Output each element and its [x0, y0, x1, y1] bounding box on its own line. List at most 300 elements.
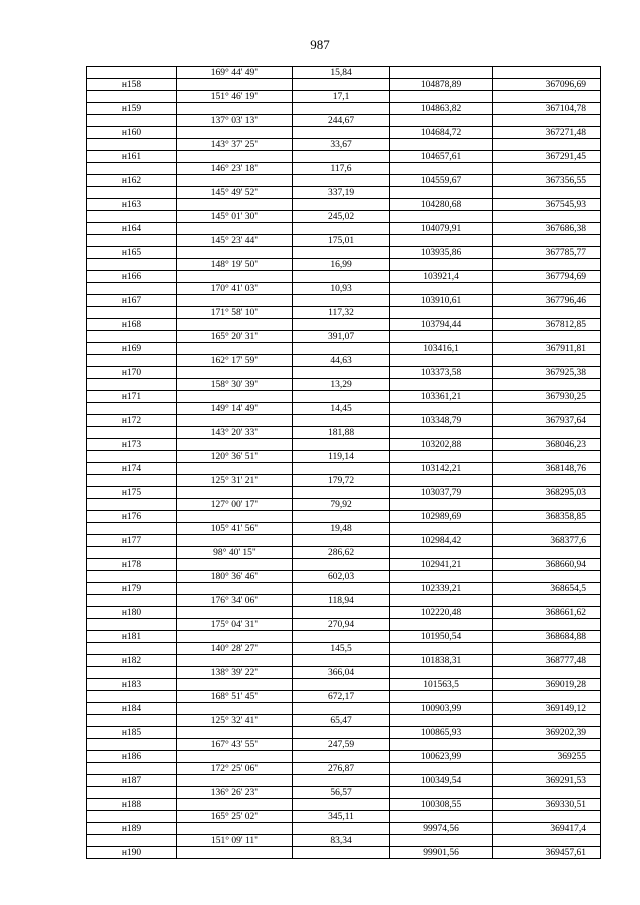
length-cell: 366,04 — [293, 667, 390, 679]
angle-cell: 105° 41' 56" — [177, 523, 293, 535]
x-cell: 104079,91 — [390, 223, 493, 235]
point-cell — [87, 403, 177, 415]
x-cell: 104280,68 — [390, 199, 493, 211]
point-row — [87, 175, 601, 187]
angle-cell: 162° 17' 59" — [177, 355, 293, 367]
length-cell: 118,94 — [293, 595, 390, 607]
x-cell — [390, 835, 493, 847]
y-cell: 367925,38 — [493, 367, 601, 379]
segment-row — [87, 307, 601, 319]
length-cell: 179,72 — [293, 475, 390, 487]
x-cell: 103921,4 — [390, 271, 493, 283]
y-cell: 369457,61 — [493, 847, 601, 859]
point-cell: н169 — [87, 343, 177, 355]
y-cell — [493, 187, 601, 199]
length-cell: 56,57 — [293, 787, 390, 799]
length-cell: 83,34 — [293, 835, 390, 847]
point-cell: н175 — [87, 487, 177, 499]
point-cell — [87, 595, 177, 607]
y-cell: 369417,4 — [493, 823, 601, 835]
point-row — [87, 367, 601, 379]
y-cell: 367785,77 — [493, 247, 601, 259]
angle-cell: 98° 40' 15" — [177, 547, 293, 559]
x-cell: 103910,61 — [390, 295, 493, 307]
length-cell: 44,63 — [293, 355, 390, 367]
angle-cell — [177, 103, 293, 115]
length-cell: 672,17 — [293, 691, 390, 703]
length-cell — [293, 103, 390, 115]
x-cell: 103361,21 — [390, 391, 493, 403]
segment-row — [87, 235, 601, 247]
x-cell — [390, 283, 493, 295]
point-cell — [87, 763, 177, 775]
length-cell: 276,87 — [293, 763, 390, 775]
point-cell: н181 — [87, 631, 177, 643]
point-cell: н185 — [87, 727, 177, 739]
x-cell — [390, 595, 493, 607]
length-cell: 15,84 — [293, 67, 390, 79]
point-cell: н166 — [87, 271, 177, 283]
x-cell: 102220,48 — [390, 607, 493, 619]
x-cell: 103794,44 — [390, 319, 493, 331]
x-cell: 104559,67 — [390, 175, 493, 187]
angle-cell: 125° 32' 41" — [177, 715, 293, 727]
angle-cell: 169° 44' 49" — [177, 67, 293, 79]
x-cell: 104657,61 — [390, 151, 493, 163]
y-cell: 369149,12 — [493, 703, 601, 715]
x-cell — [390, 571, 493, 583]
point-row — [87, 799, 601, 811]
segment-row — [87, 91, 601, 103]
y-cell — [493, 283, 601, 295]
angle-cell: 146° 23' 18" — [177, 163, 293, 175]
length-cell: 16,99 — [293, 259, 390, 271]
page-number: 987 — [310, 37, 330, 52]
length-cell — [293, 175, 390, 187]
x-cell: 103348,79 — [390, 415, 493, 427]
length-cell — [293, 775, 390, 787]
y-cell — [493, 739, 601, 751]
point-cell: н167 — [87, 295, 177, 307]
x-cell: 102989,69 — [390, 511, 493, 523]
point-cell — [87, 547, 177, 559]
y-cell: 368684,88 — [493, 631, 601, 643]
angle-cell — [177, 175, 293, 187]
angle-cell — [177, 343, 293, 355]
y-cell: 367356,55 — [493, 175, 601, 187]
segment-row — [87, 547, 601, 559]
point-cell — [87, 283, 177, 295]
angle-cell: 127° 00' 17" — [177, 499, 293, 511]
length-cell: 145,5 — [293, 643, 390, 655]
angle-cell: 168° 51' 45" — [177, 691, 293, 703]
point-cell — [87, 475, 177, 487]
point-cell: н173 — [87, 439, 177, 451]
point-cell — [87, 715, 177, 727]
point-cell: н187 — [87, 775, 177, 787]
x-cell: 102941,21 — [390, 559, 493, 571]
point-row — [87, 583, 601, 595]
y-cell: 368377,6 — [493, 535, 601, 547]
angle-cell — [177, 679, 293, 691]
point-row — [87, 391, 601, 403]
y-cell — [493, 403, 601, 415]
angle-cell — [177, 247, 293, 259]
x-cell: 103037,79 — [390, 487, 493, 499]
segment-row — [87, 523, 601, 535]
x-cell: 103416,1 — [390, 343, 493, 355]
angle-cell: 171° 58' 10" — [177, 307, 293, 319]
x-cell: 100903,99 — [390, 703, 493, 715]
point-row — [87, 679, 601, 691]
point-row — [87, 751, 601, 763]
x-cell: 101838,31 — [390, 655, 493, 667]
point-cell — [87, 619, 177, 631]
length-cell — [293, 343, 390, 355]
length-cell — [293, 319, 390, 331]
y-cell: 367096,69 — [493, 79, 601, 91]
angle-cell: 143° 20' 33" — [177, 427, 293, 439]
length-cell — [293, 679, 390, 691]
x-cell: 103935,86 — [390, 247, 493, 259]
length-cell — [293, 823, 390, 835]
point-cell: н161 — [87, 151, 177, 163]
segment-row — [87, 331, 601, 343]
segment-row — [87, 115, 601, 127]
x-cell — [390, 115, 493, 127]
x-cell: 104878,89 — [390, 79, 493, 91]
length-cell — [293, 127, 390, 139]
y-cell: 367291,45 — [493, 151, 601, 163]
x-cell: 103373,58 — [390, 367, 493, 379]
point-row — [87, 247, 601, 259]
point-cell: н176 — [87, 511, 177, 523]
length-cell: 117,6 — [293, 163, 390, 175]
angle-cell: 125° 31' 21" — [177, 475, 293, 487]
point-cell — [87, 115, 177, 127]
x-cell — [390, 811, 493, 823]
point-row — [87, 727, 601, 739]
y-cell: 369255 — [493, 751, 601, 763]
point-row — [87, 199, 601, 211]
y-cell: 368654,5 — [493, 583, 601, 595]
y-cell — [493, 427, 601, 439]
angle-cell — [177, 583, 293, 595]
x-cell — [390, 211, 493, 223]
y-cell: 368046,23 — [493, 439, 601, 451]
point-row — [87, 607, 601, 619]
point-row — [87, 655, 601, 667]
point-cell — [87, 355, 177, 367]
point-cell: н163 — [87, 199, 177, 211]
point-cell: н165 — [87, 247, 177, 259]
angle-cell: 138° 39' 22" — [177, 667, 293, 679]
x-cell — [390, 259, 493, 271]
length-cell — [293, 511, 390, 523]
x-cell: 100865,93 — [390, 727, 493, 739]
x-cell — [390, 787, 493, 799]
length-cell: 65,47 — [293, 715, 390, 727]
angle-cell: 145° 01' 30" — [177, 211, 293, 223]
y-cell — [493, 547, 601, 559]
point-cell: н164 — [87, 223, 177, 235]
x-cell — [390, 451, 493, 463]
angle-cell: 136° 26' 23" — [177, 787, 293, 799]
point-cell: н180 — [87, 607, 177, 619]
y-cell: 367794,69 — [493, 271, 601, 283]
x-cell — [390, 379, 493, 391]
y-cell — [493, 715, 601, 727]
point-cell: н183 — [87, 679, 177, 691]
point-cell — [87, 835, 177, 847]
x-cell — [390, 475, 493, 487]
length-cell: 345,11 — [293, 811, 390, 823]
y-cell: 367104,78 — [493, 103, 601, 115]
point-cell — [87, 691, 177, 703]
segment-row — [87, 811, 601, 823]
point-row — [87, 463, 601, 475]
x-cell: 99974,56 — [390, 823, 493, 835]
angle-cell — [177, 199, 293, 211]
y-cell — [493, 115, 601, 127]
point-cell: н184 — [87, 703, 177, 715]
x-cell: 101950,54 — [390, 631, 493, 643]
point-row — [87, 79, 601, 91]
y-cell: 368295,03 — [493, 487, 601, 499]
y-cell — [493, 139, 601, 151]
y-cell — [493, 763, 601, 775]
segment-row — [87, 187, 601, 199]
angle-cell — [177, 271, 293, 283]
point-row — [87, 103, 601, 115]
x-cell — [390, 619, 493, 631]
angle-cell — [177, 79, 293, 91]
x-cell: 99901,56 — [390, 847, 493, 859]
y-cell: 368660,94 — [493, 559, 601, 571]
length-cell: 181,88 — [293, 427, 390, 439]
length-cell — [293, 799, 390, 811]
segment-row — [87, 595, 601, 607]
angle-cell: 140° 28' 27" — [177, 643, 293, 655]
y-cell: 367686,38 — [493, 223, 601, 235]
segment-row — [87, 787, 601, 799]
angle-cell — [177, 703, 293, 715]
length-cell — [293, 655, 390, 667]
point-cell — [87, 307, 177, 319]
segment-row — [87, 379, 601, 391]
length-cell — [293, 367, 390, 379]
point-cell — [87, 163, 177, 175]
angle-cell — [177, 415, 293, 427]
segment-row — [87, 571, 601, 583]
y-cell: 367545,93 — [493, 199, 601, 211]
x-cell — [390, 235, 493, 247]
x-cell — [390, 643, 493, 655]
angle-cell — [177, 391, 293, 403]
angle-cell: 148° 19' 50" — [177, 259, 293, 271]
point-cell: н170 — [87, 367, 177, 379]
length-cell — [293, 751, 390, 763]
point-row — [87, 343, 601, 355]
point-row — [87, 511, 601, 523]
x-cell: 104684,72 — [390, 127, 493, 139]
angle-cell — [177, 847, 293, 859]
point-cell: н160 — [87, 127, 177, 139]
y-cell — [493, 67, 601, 79]
angle-cell — [177, 655, 293, 667]
length-cell — [293, 271, 390, 283]
length-cell: 19,48 — [293, 523, 390, 535]
point-cell — [87, 523, 177, 535]
y-cell: 369202,39 — [493, 727, 601, 739]
segment-row — [87, 211, 601, 223]
x-cell — [390, 667, 493, 679]
y-cell — [493, 571, 601, 583]
y-cell — [493, 499, 601, 511]
point-cell: н159 — [87, 103, 177, 115]
segment-row — [87, 715, 601, 727]
length-cell: 14,45 — [293, 403, 390, 415]
length-cell: 391,07 — [293, 331, 390, 343]
y-cell — [493, 379, 601, 391]
angle-cell — [177, 367, 293, 379]
length-cell — [293, 295, 390, 307]
length-cell: 247,59 — [293, 739, 390, 751]
length-cell: 337,19 — [293, 187, 390, 199]
length-cell — [293, 79, 390, 91]
length-cell — [293, 463, 390, 475]
point-cell: н177 — [87, 535, 177, 547]
point-cell — [87, 139, 177, 151]
x-cell: 103202,88 — [390, 439, 493, 451]
y-cell: 367796,46 — [493, 295, 601, 307]
point-cell: н171 — [87, 391, 177, 403]
point-row — [87, 847, 601, 859]
point-cell — [87, 211, 177, 223]
angle-cell: 180° 36' 46" — [177, 571, 293, 583]
point-row — [87, 775, 601, 787]
length-cell — [293, 247, 390, 259]
x-cell: 100308,55 — [390, 799, 493, 811]
x-cell — [390, 163, 493, 175]
segment-row — [87, 739, 601, 751]
angle-cell — [177, 535, 293, 547]
length-cell — [293, 223, 390, 235]
segment-row — [87, 451, 601, 463]
point-row — [87, 319, 601, 331]
angle-cell — [177, 487, 293, 499]
length-cell — [293, 415, 390, 427]
x-cell: 104863,82 — [390, 103, 493, 115]
angle-cell — [177, 607, 293, 619]
angle-cell: 165° 20' 31" — [177, 331, 293, 343]
length-cell: 602,03 — [293, 571, 390, 583]
angle-cell — [177, 511, 293, 523]
length-cell — [293, 199, 390, 211]
angle-cell — [177, 151, 293, 163]
point-cell — [87, 91, 177, 103]
point-cell: н168 — [87, 319, 177, 331]
angle-cell — [177, 751, 293, 763]
segment-row — [87, 403, 601, 415]
point-cell — [87, 739, 177, 751]
angle-cell — [177, 559, 293, 571]
angle-cell: 149° 14' 49" — [177, 403, 293, 415]
angle-cell — [177, 295, 293, 307]
y-cell: 369291,53 — [493, 775, 601, 787]
angle-cell: 158° 30' 39" — [177, 379, 293, 391]
length-cell: 286,62 — [293, 547, 390, 559]
segment-row — [87, 619, 601, 631]
y-cell — [493, 691, 601, 703]
length-cell: 117,32 — [293, 307, 390, 319]
y-cell: 369330,51 — [493, 799, 601, 811]
point-cell: н178 — [87, 559, 177, 571]
y-cell: 368148,76 — [493, 463, 601, 475]
point-row — [87, 271, 601, 283]
point-cell: н182 — [87, 655, 177, 667]
length-cell: 245,02 — [293, 211, 390, 223]
x-cell — [390, 67, 493, 79]
y-cell — [493, 619, 601, 631]
point-cell: н190 — [87, 847, 177, 859]
point-row — [87, 823, 601, 835]
x-cell: 100349,54 — [390, 775, 493, 787]
x-cell: 102339,21 — [390, 583, 493, 595]
point-row — [87, 703, 601, 715]
segment-row — [87, 763, 601, 775]
y-cell — [493, 643, 601, 655]
coordinates-table — [86, 66, 601, 859]
x-cell — [390, 739, 493, 751]
segment-row — [87, 259, 601, 271]
y-cell — [493, 259, 601, 271]
angle-cell: 175° 04' 31" — [177, 619, 293, 631]
angle-cell — [177, 223, 293, 235]
segment-row — [87, 67, 601, 79]
segment-row — [87, 427, 601, 439]
point-row — [87, 295, 601, 307]
y-cell — [493, 523, 601, 535]
point-cell: н162 — [87, 175, 177, 187]
y-cell: 367937,64 — [493, 415, 601, 427]
y-cell — [493, 211, 601, 223]
segment-row — [87, 499, 601, 511]
angle-cell: 167° 43' 55" — [177, 739, 293, 751]
x-cell — [390, 427, 493, 439]
point-row — [87, 415, 601, 427]
angle-cell: 143° 37' 25" — [177, 139, 293, 151]
point-cell: н172 — [87, 415, 177, 427]
length-cell — [293, 703, 390, 715]
angle-cell — [177, 799, 293, 811]
point-cell — [87, 787, 177, 799]
y-cell: 369019,28 — [493, 679, 601, 691]
angle-cell — [177, 439, 293, 451]
angle-cell: 137° 03' 13" — [177, 115, 293, 127]
x-cell — [390, 139, 493, 151]
length-cell — [293, 583, 390, 595]
point-cell — [87, 499, 177, 511]
length-cell — [293, 631, 390, 643]
point-row — [87, 631, 601, 643]
segment-row — [87, 835, 601, 847]
angle-cell — [177, 775, 293, 787]
y-cell — [493, 667, 601, 679]
length-cell — [293, 607, 390, 619]
y-cell: 368661,62 — [493, 607, 601, 619]
angle-cell: 151° 46' 19" — [177, 91, 293, 103]
